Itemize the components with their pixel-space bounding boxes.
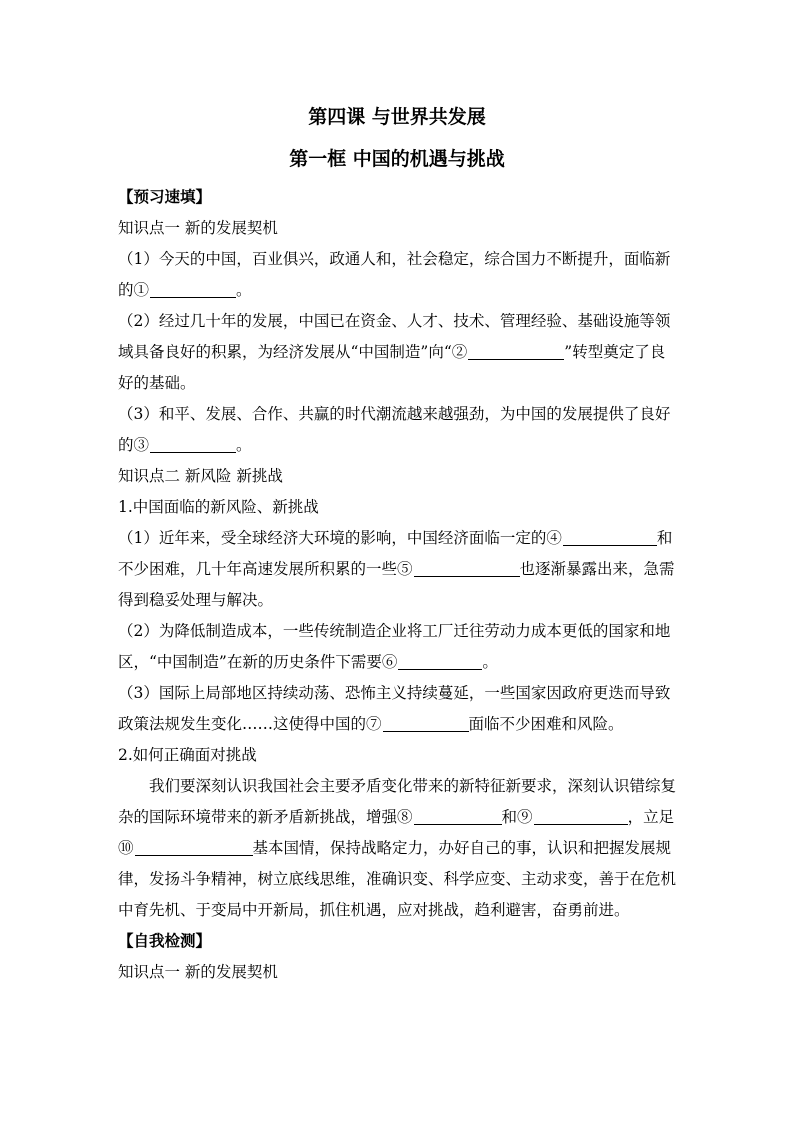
blank-10[interactable]	[135, 854, 253, 856]
kp1-title: 知识点一 新的发展契机	[118, 219, 278, 237]
document-body	[118, 182, 680, 988]
blank-9[interactable]	[534, 823, 628, 825]
preview-header: 【预习速填】	[118, 188, 212, 206]
kp1-item-1: （1）今天的中国，百业俱兴，政通人和，社会稳定，综合国力不断提升，面临新的① 。	[118, 250, 671, 299]
blank-number-10: ⑩	[118, 839, 134, 857]
lesson-title: 第四课 与世界共发展	[308, 106, 486, 128]
kp2-title: 知识点二 新风险 新挑战	[118, 467, 283, 485]
blank-6[interactable]	[398, 668, 482, 670]
section-title: 第一框 中国的机遇与挑战	[289, 148, 505, 170]
blank-8[interactable]	[414, 823, 502, 825]
kp1-item-3: （3）和平、发展、合作、共赢的时代潮流越来越强劲，为中国的发展提供了良好的③ 。	[118, 405, 671, 454]
selfcheck-header: 【自我检测】	[118, 932, 212, 950]
kp1-item-2: （2）经过几十年的发展，中国已在资金、人才、技术、管理经验、基础设施等领域具备良好的积累，为经济发展从“中国制造”向“② ”转型奠定了良好的基础。	[118, 312, 671, 392]
kp2-subheading-1: 1.中国面临的新风险、新挑战	[118, 498, 319, 516]
blank-number-7: ⑦	[366, 715, 382, 733]
kp2-item-3: （3）国际上局部地区持续动荡、恐怖主义持续蔓延，一些国家因政府更迭而导致政策法规发生变化……这使得中国的⑦ 面临不少困难和风险。	[118, 684, 671, 733]
blank-5[interactable]	[414, 575, 520, 577]
blank-4[interactable]	[563, 544, 657, 546]
blank-number-8: ⑧	[397, 808, 413, 826]
blank-3[interactable]	[150, 451, 236, 453]
blank-number-5: ⑤	[397, 560, 413, 578]
kp2-subheading-2: 2.如何正确面对挑战	[118, 746, 257, 764]
selfcheck-kp1-title: 知识点一 新的发展契机	[118, 963, 278, 981]
blank-number-9: ⑨	[517, 808, 533, 826]
blank-number-1: ①	[133, 281, 150, 299]
blank-2[interactable]	[468, 358, 564, 360]
blank-number-3: ③	[133, 436, 150, 454]
blank-number-4: ④	[546, 529, 562, 547]
blank-7[interactable]	[383, 730, 469, 732]
blank-number-2: ②	[451, 343, 468, 361]
kp2-item-1: （1）近年来，受全球经济大环境的影响，中国经济面临一定的④ 和不少困难，几十年高速发展所积累的一些⑤ 也逐渐暴露出来，急需得到稳妥处理与解决。	[118, 529, 675, 609]
blank-number-6: ⑥	[381, 653, 398, 671]
blank-1[interactable]	[150, 296, 236, 298]
kp2-paragraph: 我们要深刻认识我国社会主要矛盾变化带来的新特征新要求，深刻认识错综复杂的国际环境带来的新矛盾新挑战，增强⑧ 和⑨ ，立足⑩ 基本国情，保持战略定力，办好自己的事，认识和把握发展规律，发扬斗争精神，树立底线思维，准确识变、科学应变、主动求变，善于在危机中育先机、于变局中开新局，抓住机遇，应对挑战，趋利避害，奋勇前进。	[118, 777, 677, 919]
kp2-item-2: （2）为降低制造成本，一些传统制造企业将工厂迁往劳动力成本更低的国家和地区，“中国制造”在新的历史条件下需要⑥ 。	[118, 622, 671, 671]
